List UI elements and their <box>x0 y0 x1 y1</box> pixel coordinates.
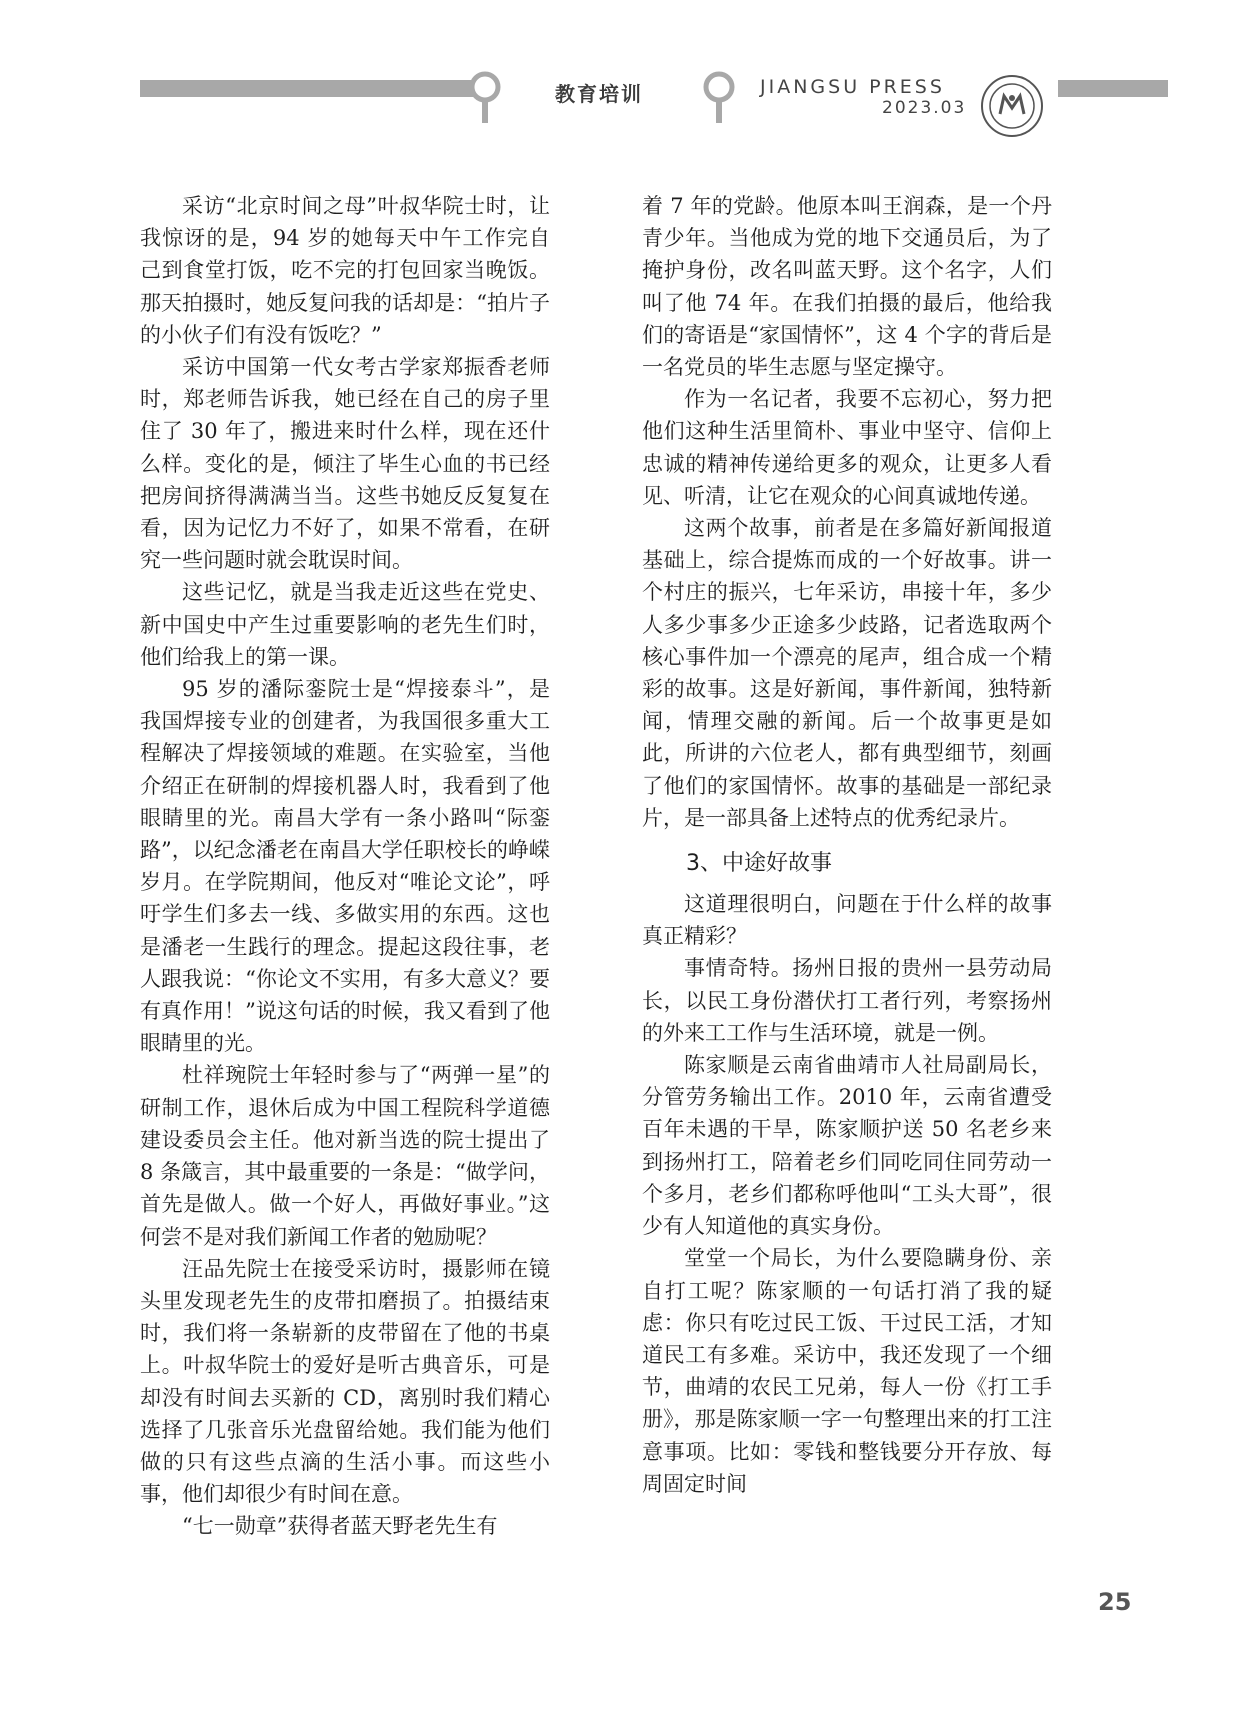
paragraph: “七一勋章”获得者蓝天野老先生有 <box>182 1514 498 1539</box>
paragraph: 这道理很明白，问题在于什么样的故事真正精彩？ <box>642 892 1052 949</box>
paragraph-continuation: 着 7 年的党龄。他原本叫王润森，是一个丹青少年。当他成为党的地下交通员后，为了掩护身份，改名叫蓝天野。这个名字，人们叫了他 74 年。在我们拍摄的最后，他给我们的寄语是“家国情怀”，这 4 个字的背后是一名党员的毕生志愿与坚定操守。 <box>642 194 1052 380</box>
paragraph: 作为一名记者，我要不忘初心，努力把他们这种生活里简朴、事业中坚守、信仰上忠诚的精神传递给更多的观众，让更多人看见、听清，让它在观众的心间真诚地传递。 <box>642 387 1052 508</box>
paragraph: 汪品先院士在接受采访时，摄影师在镜头里发现老先生的皮带扣磨损了。拍摄结束时，我们将一条崭新的皮带留在了他的书桌上。叶叔华院士的爱好是听古典音乐，可是却没有时间去买新的 CD，离别时我们精心选择了几张音乐光盘留给她。我们能为他们做的只有这些点滴的生活小事。而这些小事，他们却很少有时间在意。 <box>140 1256 550 1507</box>
paragraph: 这些记忆，就是当我走近这些在党史、新中国史中产生过重要影响的老先生们时，他们给我上的第一课。 <box>140 580 550 669</box>
header-bar-right <box>1058 80 1168 97</box>
header-bar-left <box>140 80 495 97</box>
paragraph: 事情奇特。扬州日报的贵州一县劳动局长，以民工身份潜伏打工者行列，考察扬州的外来工工作与生活环境，就是一例。 <box>642 956 1052 1045</box>
paragraph: 陈家顺是云南省曲靖市人社局副局长，分管劳务输出工作。2010 年，云南省遭受百年未遇的干旱，陈家顺护送 50 名老乡来到扬州打工，陪着老乡们同吃同住同劳动一个多月，老乡们都称呼他叫“工头大哥”，很少有人知道他的真实身份。 <box>642 1053 1052 1239</box>
location-pin-icon <box>468 70 502 124</box>
right-column <box>642 190 1052 1500</box>
paragraph: 采访中国第一代女考古学家郑振香老师时，郑老师告诉我，她已经在自己的房子里住了 30 年了，搬进来时什么样，现在还什么样。变化的是，倾注了毕生心血的书已经把房间挤得满满当当。这些书她反反复复在看，因为记忆力不好了，如果不常看，在研究一些问题时就会耽误时间。 <box>140 355 550 573</box>
section-title: 教育培训 <box>555 82 643 106</box>
paragraph: 95 岁的潘际銮院士是“焊接泰斗”，是我国焊接专业的创建者，为我国很多重大工程解决了焊接领域的难题。在实验室，当他介绍正在研制的焊接机器人时，我看到了他眼睛里的光。南昌大学有一条小路叫“际銮路”，以纪念潘老在南昌大学任职校长的峥嵘岁月。在学院期间，他反对“唯论文论”，呼吁学生们多去一线、多做实用的东西。这也是潘老一生践行的理念。提起这段往事，老人跟我说：“你论文不实用，有多大意义？要有真作用！”说这句话的时候，我又看到了他眼睛里的光。 <box>140 677 550 1056</box>
paragraph: 这两个故事，前者是在多篇好新闻报道基础上，综合提炼而成的一个好故事。讲一个村庄的振兴，七年采访，串接十年，多少人多少事多少正途多少歧路，记者选取两个核心事件加一个漂亮的尾声，组合成一个精彩的故事。这是好新闻，事件新闻，独特新闻，情理交融的新闻。后一个故事更是如此，所讲的六位老人，都有典型细节，刻画了他们的家国情怀。故事的基础是一部纪录片，是一部具备上述特点的优秀纪录片。 <box>642 516 1052 830</box>
press-seal-icon <box>980 74 1044 138</box>
issue-date: 2023.03 <box>882 98 967 118</box>
left-column <box>140 190 550 1543</box>
paragraph: 堂堂一个局长，为什么要隐瞒身份、亲自打工呢？陈家顺的一句话打消了我的疑虑：你只有吃过民工饭、干过民工活，才知道民工有多难。采访中，我还发现了一个细节，曲靖的农民工兄弟，每人一份《打工手册》，那是陈家顺一字一句整理出来的打工注意事项。比如：零钱和整钱要分开存放、每周固定时间 <box>642 1246 1052 1496</box>
paragraph: 采访“北京时间之母”叶叔华院士时，让我惊讶的是，94 岁的她每天中午工作完自己到食堂打饭，吃不完的打包回家当晚饭。那天拍摄时，她反复问我的话却是：“拍片子的小伙子们有没有饭吃？” <box>140 194 550 347</box>
location-pin-icon <box>702 70 736 124</box>
press-name: JIANGSU PRESS <box>760 76 945 98</box>
paragraph: 杜祥琬院士年轻时参与了“两弹一星”的研制工作，退休后成为中国工程院科学道德建设委员会主任。他对新当选的院士提出了 8 条箴言，其中最重要的一条是：“做学问，首先是做人。做一个好人，再做好事业。”这何尝不是对我们新闻工作者的勉励呢？ <box>140 1063 550 1249</box>
section-heading: 3、中途好故事 <box>686 851 832 877</box>
page-number: 25 <box>1098 1588 1132 1616</box>
